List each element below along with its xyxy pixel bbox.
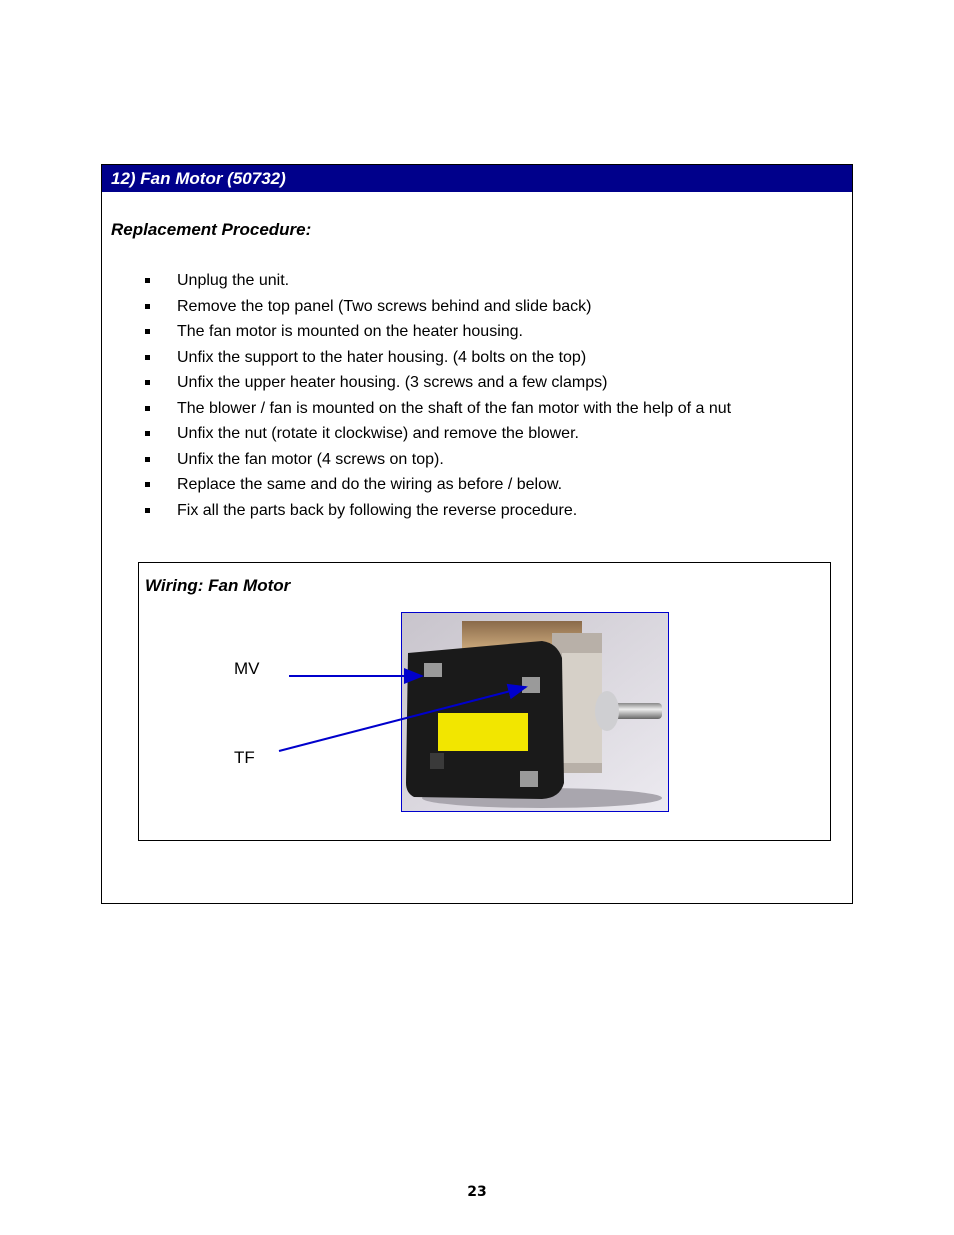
step-text: Unfix the fan motor (4 screws on top).: [177, 450, 444, 468]
fan-motor-photo: [401, 612, 669, 812]
step-text: The blower / fan is mounted on the shaft of the fan motor with the help of a nut: [177, 399, 732, 417]
fan-motor-section: [101, 164, 853, 904]
list-item: [142, 450, 731, 476]
replacement-procedure-heading: Replacement Procedure:: [111, 220, 312, 239]
bullet-icon: [145, 431, 150, 436]
list-item: [142, 322, 731, 348]
page-number: 23: [467, 1184, 487, 1200]
list-item: [142, 348, 731, 374]
procedure-steps-list: [142, 271, 731, 526]
list-item: [142, 373, 731, 399]
mv-label: MV: [234, 659, 260, 678]
fan-motor-illustration: [402, 613, 668, 811]
step-text: Unfix the nut (rotate it clockwise) and remove the blower.: [177, 425, 579, 442]
list-item: [142, 271, 731, 297]
wiring-title: Wiring: Fan Motor: [145, 576, 291, 595]
list-item: [142, 475, 731, 501]
step-text: Remove the top panel (Two screws behind and slide back): [177, 297, 592, 315]
bullet-icon: [145, 406, 150, 411]
list-item: [142, 424, 731, 450]
step-text: Fix all the parts back by following the reverse procedure.: [177, 501, 578, 519]
step-text: Unfix the support to the hater housing. (4 bolts on the top): [177, 348, 587, 366]
list-item: [142, 297, 731, 323]
tf-label: TF: [234, 748, 255, 767]
bullet-icon: [145, 482, 150, 487]
wiring-diagram-box: [138, 562, 831, 841]
bullet-icon: [145, 508, 150, 513]
bullet-icon: [145, 278, 150, 283]
step-text: Replace the same and do the wiring as before / below.: [177, 476, 563, 493]
step-text: Unfix the upper heater housing. (3 screws and a few clamps): [177, 374, 608, 391]
step-text: The fan motor is mounted on the heater housing.: [177, 323, 523, 340]
list-item: [142, 501, 731, 527]
bullet-icon: [145, 329, 150, 334]
section-title: 12) Fan Motor (50732): [102, 165, 852, 192]
bullet-icon: [145, 457, 150, 462]
step-text: Unplug the unit.: [177, 272, 290, 289]
bullet-icon: [145, 355, 150, 360]
bullet-icon: [145, 304, 150, 309]
bullet-icon: [145, 380, 150, 385]
list-item: [142, 399, 731, 425]
